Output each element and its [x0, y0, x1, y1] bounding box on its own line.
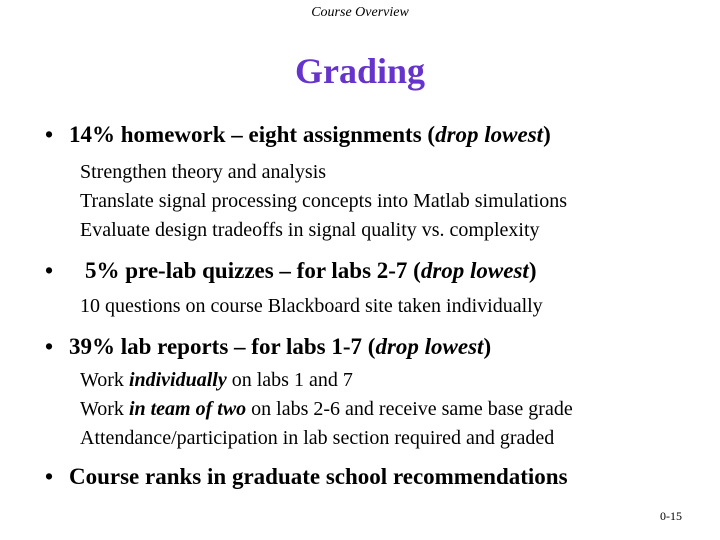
bullet-labreports: [45, 334, 491, 360]
sub-item: Translate signal processing concepts into Matlab simulations: [80, 190, 567, 212]
bullet-text: Course ranks in graduate school recommendations: [69, 464, 568, 489]
bullet-text-end: ): [543, 122, 551, 147]
bullet-italic: drop lowest: [435, 122, 544, 147]
bullet-dot: •: [45, 464, 54, 489]
sub-item: Strengthen theory and analysis: [80, 161, 327, 183]
bullet-text-end: ): [483, 334, 492, 359]
slide-title: Grading: [294, 51, 426, 91]
sub-item: Work in team of two on labs 2-6 and receive same base grade: [80, 398, 573, 420]
sub-item: Evaluate design tradeoffs in signal quality vs. complexity: [80, 219, 540, 241]
bullet-recommendations: [45, 464, 568, 490]
bullet-text: 5% pre-lab quizzes – for labs 2-7 (: [85, 258, 421, 283]
bullet-text: 39% lab reports – for labs 1-7 (: [69, 334, 376, 359]
slide-header: Course Overview: [311, 5, 409, 20]
sub-list-prelab: [80, 292, 543, 321]
bullet-italic: drop lowest: [420, 258, 529, 283]
bullet-text-end: ): [528, 258, 537, 283]
bullet-dot: •: [45, 334, 54, 359]
sub-item: 10 questions on course Blackboard site taken individually: [80, 295, 543, 317]
bullet-dot: •: [45, 122, 54, 147]
bullet-homework: [45, 122, 551, 148]
bullet-italic: drop lowest: [375, 334, 484, 359]
bullet-text: 14% homework – eight assignments (: [69, 122, 436, 147]
sub-item: Attendance/participation in lab section required and graded: [80, 427, 555, 449]
sub-list-homework: [80, 158, 567, 245]
bullet-dot: •: [45, 258, 54, 283]
sub-list-labreports: [80, 366, 573, 453]
page-number: 0-15: [660, 509, 682, 523]
bullet-prelab: [45, 258, 537, 284]
sub-item: Work individually on labs 1 and 7: [80, 369, 353, 391]
